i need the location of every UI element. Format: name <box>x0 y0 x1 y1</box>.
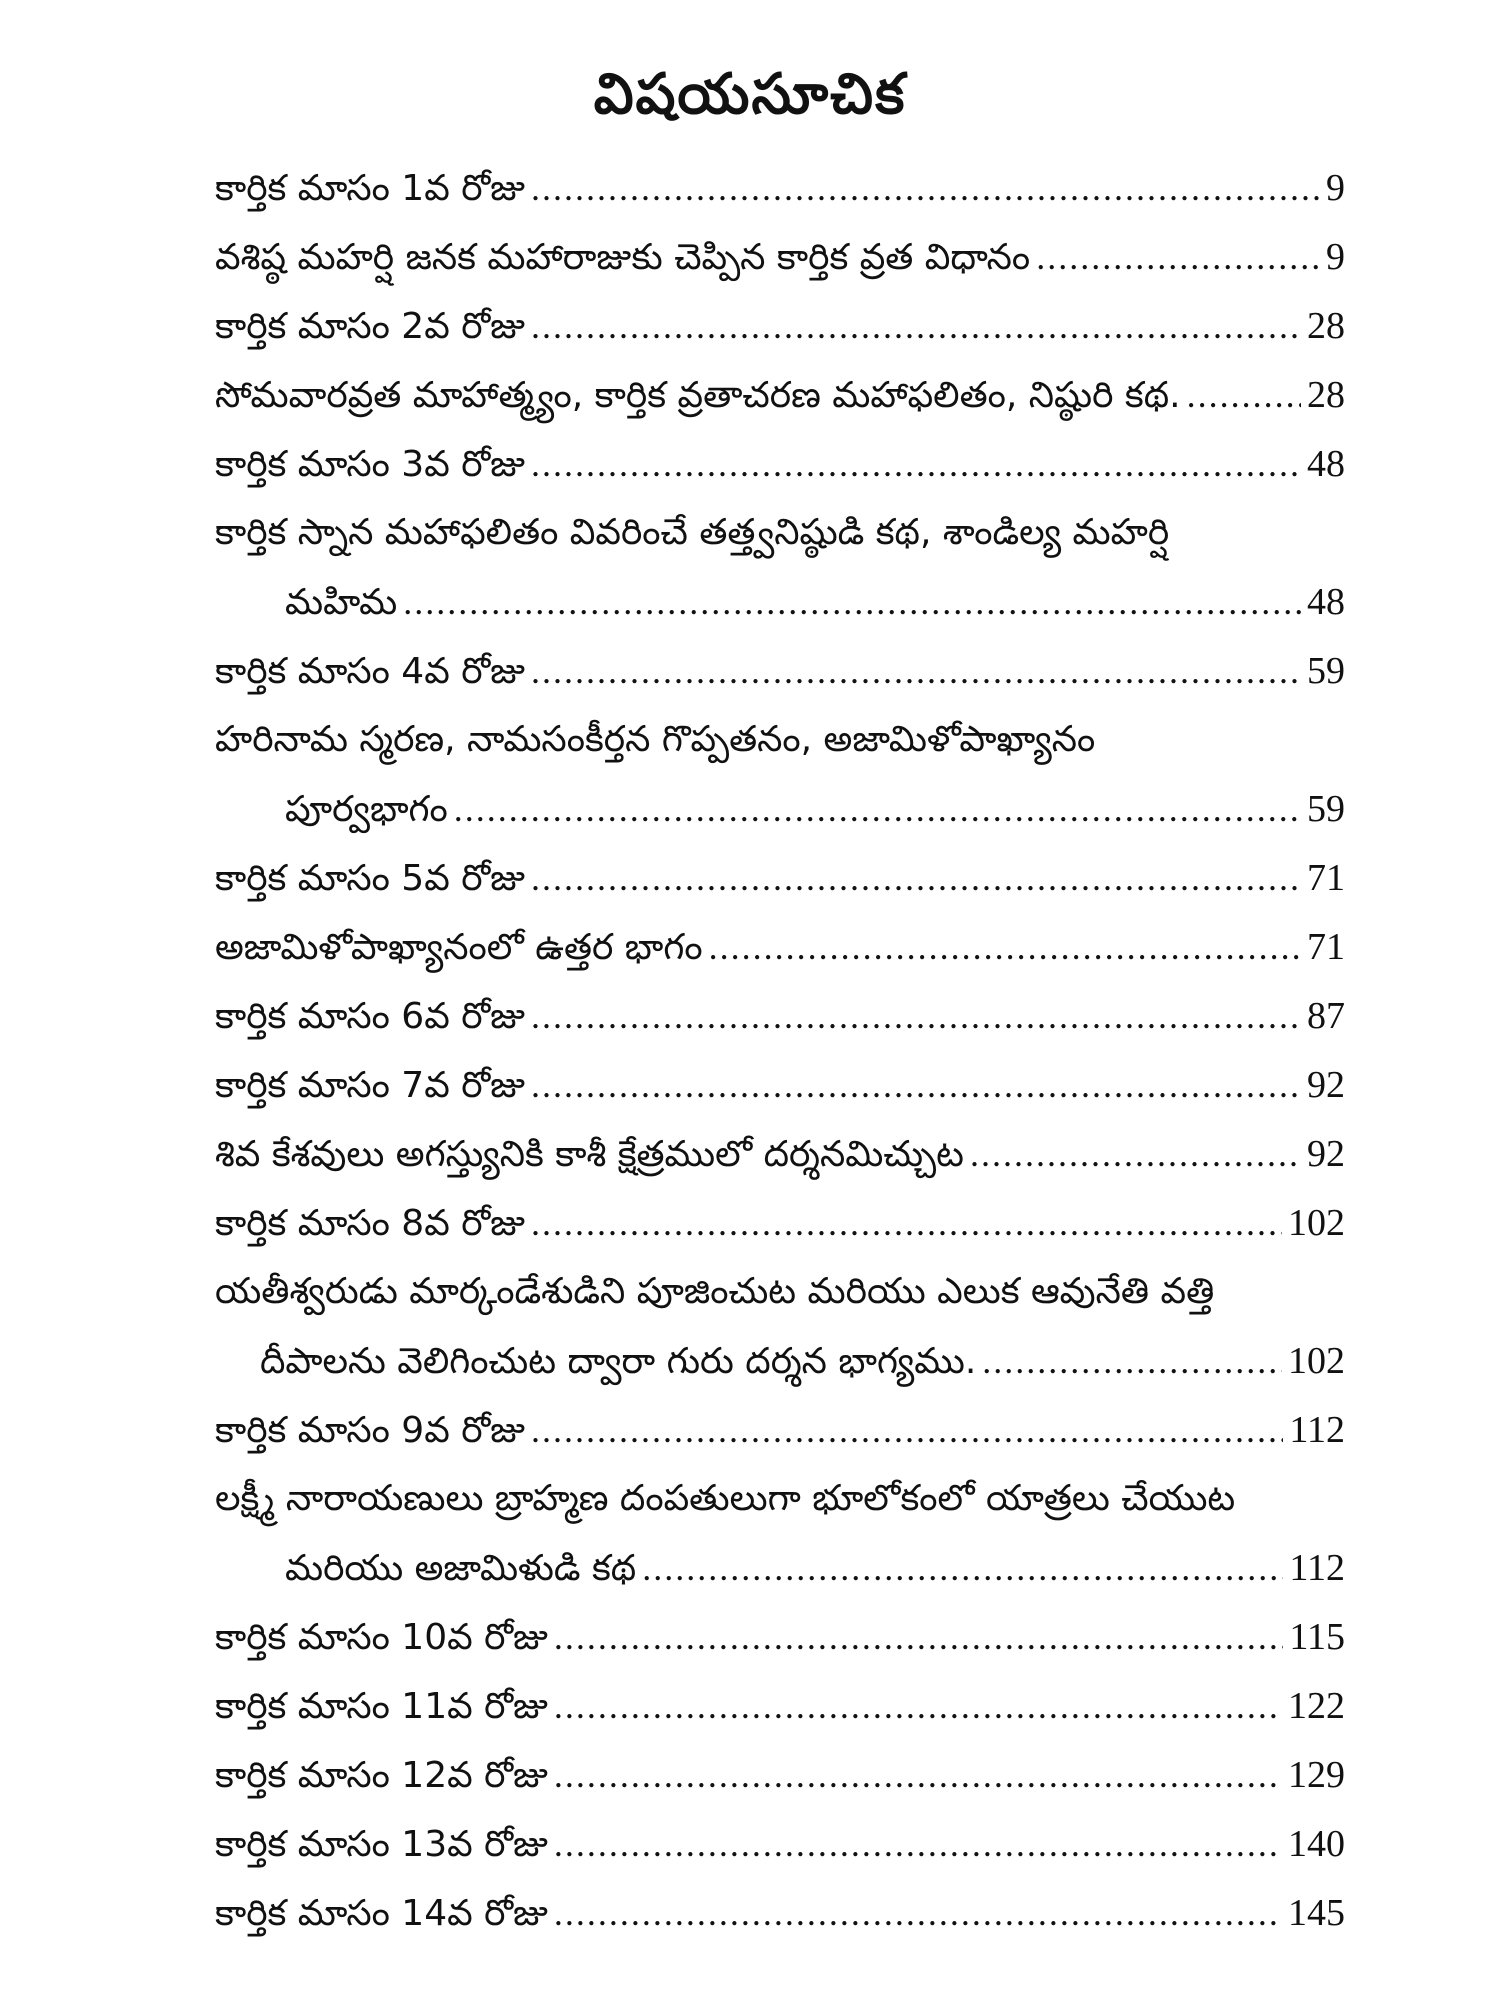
toc-entry-title: సోమవారవ్రత మాహాత్మ్యం, కార్తిక వ్రతాచరణ మహాఫలితం, నిష్ఠురి కథ. <box>215 375 1181 416</box>
page-number: 112 <box>1289 1547 1345 1589</box>
toc-entry-title: అజామిళోపాఖ్యానంలో ఉత్తర భాగం <box>215 927 703 968</box>
page-number: 129 <box>1288 1754 1345 1796</box>
toc-entry-title: కార్తిక మాసం 5వ రోజు <box>215 858 525 899</box>
page-number: 28 <box>1307 305 1345 347</box>
toc-entry-title: కార్తిక మాసం 6వ రోజు <box>215 996 525 1037</box>
page-number: 102 <box>1288 1202 1345 1244</box>
toc-entry-title: కార్తిక మాసం 4వ రోజు <box>215 651 525 692</box>
toc-entry-title: కార్తిక మాసం 8వ రోజు <box>215 1203 525 1244</box>
toc-entry <box>215 1400 1345 1460</box>
page-title: విషయసూచిక <box>593 62 907 127</box>
dot-leader <box>554 1883 1282 1943</box>
toc-entry-continuation <box>285 779 1345 839</box>
toc-entry-title-cont: మహిమ <box>285 582 398 623</box>
dot-leader <box>1036 227 1320 287</box>
toc-entry <box>215 641 1345 701</box>
toc-entry-continuation <box>260 1331 1345 1391</box>
toc-entry-title-cont: మరియు అజామిళుడి కథ <box>285 1548 637 1589</box>
page-number: 102 <box>1288 1340 1345 1382</box>
dot-leader <box>554 1745 1282 1805</box>
dot-leader <box>970 1124 1301 1184</box>
toc-entry <box>215 1814 1345 1874</box>
dot-leader <box>531 1193 1282 1253</box>
dot-leader <box>531 986 1301 1046</box>
toc-entry <box>215 227 1345 287</box>
toc-entry-title-cont: పూర్వభాగం <box>285 789 448 830</box>
toc-entry-title: కార్తిక మాసం 3వ రోజు <box>215 444 525 485</box>
toc-entry-title-cont: దీపాలను వెలిగించుట ద్వారా గురు దర్శన భాగ్యము. <box>260 1341 977 1382</box>
toc-entry-title: కార్తిక స్నాన మహాఫలితం వివరించే తత్త్వనిష్ఠుడి కథ, శాండిల్య మహర్షి <box>215 512 1170 553</box>
toc-entry-title: హరినామ స్మరణ, నామసంకీర్తన గొప్పతనం, అజామిళోపాఖ్యానం <box>215 719 1096 760</box>
dot-leader <box>531 434 1301 494</box>
toc-entry-title: శివ కేశవులు అగస్త్యునికి కాశీ క్షేత్రములో దర్శనమిచ్చుట <box>215 1134 964 1175</box>
page-number: 9 <box>1326 167 1345 209</box>
dot-leader <box>554 1607 1284 1667</box>
toc-entry <box>215 710 1345 770</box>
toc-entry-title: కార్తిక మాసం 10వ రోజు <box>215 1617 548 1658</box>
toc-entry-continuation <box>285 572 1345 632</box>
toc-entry-title: కార్తిక మాసం 2వ రోజు <box>215 306 525 347</box>
dot-leader <box>454 779 1301 839</box>
dot-leader <box>554 1814 1282 1874</box>
page-number: 28 <box>1307 374 1345 416</box>
toc-entry <box>215 1676 1345 1736</box>
page-number: 92 <box>1307 1133 1345 1175</box>
dot-leader <box>982 1331 1282 1391</box>
page-number: 122 <box>1288 1685 1345 1727</box>
toc-entry-title: కార్తిక మాసం 13వ రోజు <box>215 1824 548 1865</box>
toc-entry <box>215 1124 1345 1184</box>
toc-entry-title: కార్తిక మాసం 14వ రోజు <box>215 1893 548 1934</box>
page-number: 71 <box>1307 857 1345 899</box>
toc-entry <box>215 158 1345 218</box>
dot-leader <box>709 917 1301 977</box>
toc-entry-title: కార్తిక మాసం 1వ రోజు <box>215 168 525 209</box>
page-number: 115 <box>1289 1616 1345 1658</box>
page-number: 87 <box>1307 995 1345 1037</box>
dot-leader <box>554 1676 1282 1736</box>
page-number: 140 <box>1288 1823 1345 1865</box>
dot-leader <box>642 1538 1283 1598</box>
toc-entry <box>215 848 1345 908</box>
toc-entry <box>215 1193 1345 1253</box>
dot-leader <box>531 1055 1301 1115</box>
toc-entry <box>215 1745 1345 1805</box>
page-number: 71 <box>1307 926 1345 968</box>
toc-entry <box>215 986 1345 1046</box>
dot-leader <box>1187 365 1301 425</box>
page-number: 112 <box>1289 1409 1345 1451</box>
dot-leader <box>531 641 1301 701</box>
toc-entry-title: కార్తిక మాసం 7వ రోజు <box>215 1065 525 1106</box>
dot-leader <box>531 848 1301 908</box>
toc-entry <box>215 1262 1345 1322</box>
page-number: 92 <box>1307 1064 1345 1106</box>
page-number: 59 <box>1307 788 1345 830</box>
dot-leader <box>531 296 1301 356</box>
toc-entry <box>215 503 1345 563</box>
toc-entry <box>215 434 1345 494</box>
page-number: 59 <box>1307 650 1345 692</box>
dot-leader <box>531 158 1320 218</box>
toc-entry-title: వశిష్ఠ మహర్షి జనక మహారాజుకు చెప్పిన కార్తిక వ్రత విధానం <box>215 237 1031 278</box>
toc-entry-title: యతీశ్వరుడు మార్కండేశుడిని పూజించుట మరియు ఎలుక ఆవునేతి వత్తి <box>215 1271 1215 1312</box>
toc-entry <box>215 296 1345 356</box>
page-number: 48 <box>1307 581 1345 623</box>
toc-entry-title: కార్తిక మాసం 11వ రోజు <box>215 1686 548 1727</box>
toc-entry-title: లక్ష్మీ నారాయణులు బ్రాహ్మణ దంపతులుగా భూలోకంలో యాత్రలు చేయుట <box>215 1478 1236 1519</box>
dot-leader <box>531 1400 1283 1460</box>
toc-entry-continuation <box>285 1538 1345 1598</box>
toc-entry-title: కార్తిక మాసం 9వ రోజు <box>215 1410 525 1451</box>
dot-leader <box>403 572 1301 632</box>
page-number: 9 <box>1326 236 1345 278</box>
toc-entry <box>215 365 1345 425</box>
toc-entry-title: కార్తిక మాసం 12వ రోజు <box>215 1755 548 1796</box>
page-number: 145 <box>1288 1892 1345 1934</box>
page-number: 48 <box>1307 443 1345 485</box>
toc-entry <box>215 1055 1345 1115</box>
toc-entry <box>215 917 1345 977</box>
toc-entry <box>215 1469 1345 1529</box>
toc-entry <box>215 1883 1345 1943</box>
toc-entry <box>215 1607 1345 1667</box>
